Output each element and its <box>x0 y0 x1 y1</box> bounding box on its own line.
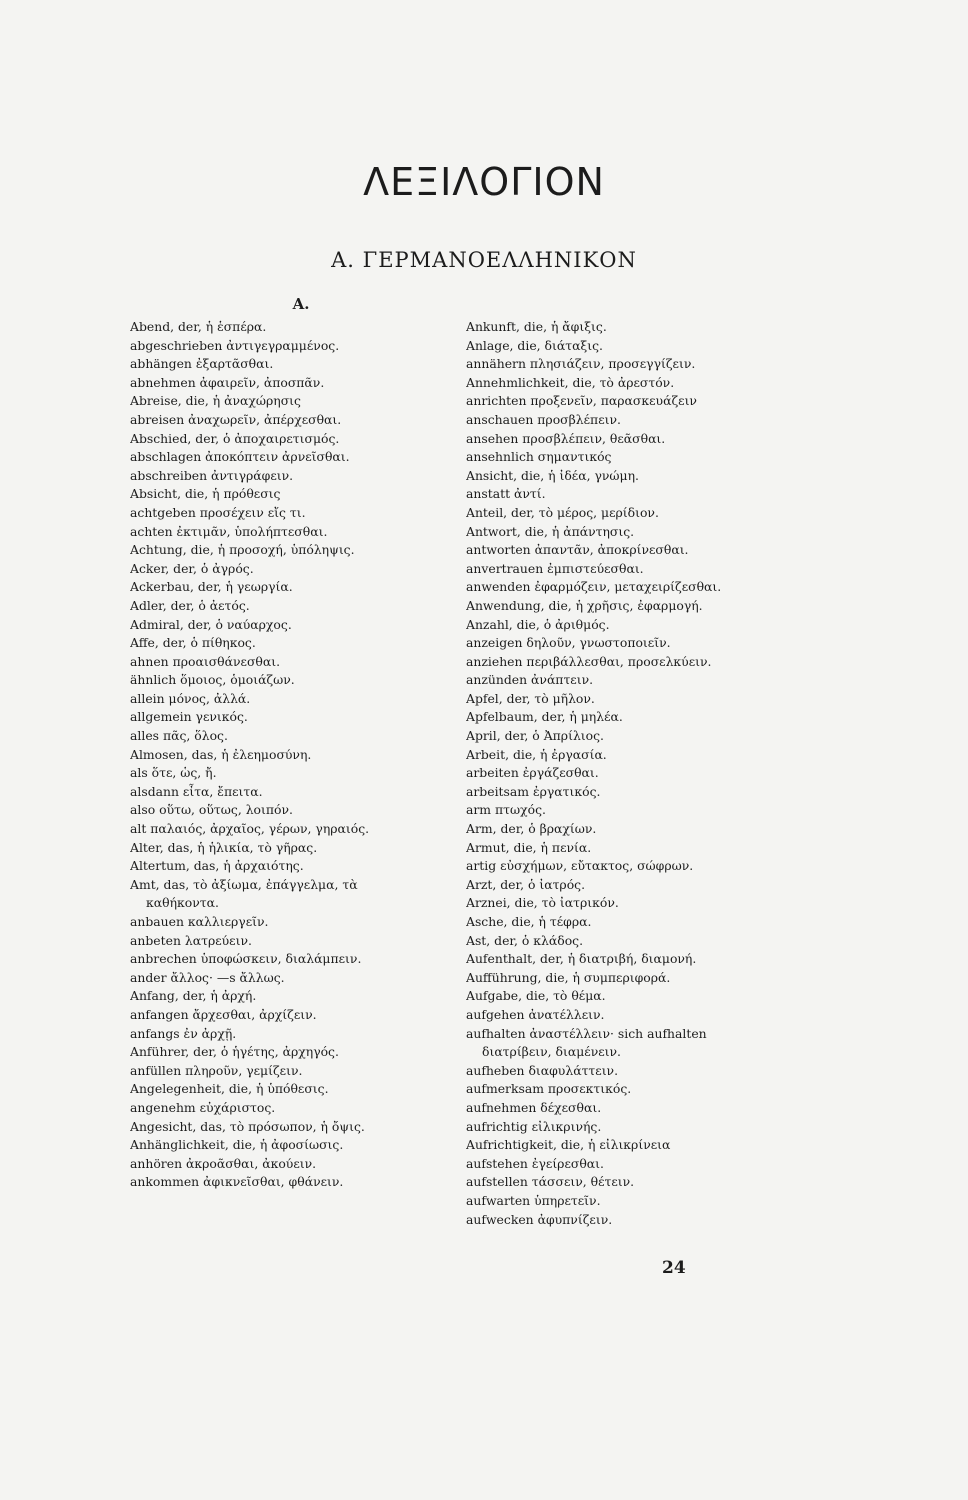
dictionary-entry: abgeschrieben ἀντιγεγραμμένος. <box>130 337 340 353</box>
dictionary-entry: aufheben διαφυλάττειν. <box>466 1062 619 1078</box>
dictionary-entry: Anfang, der, ἡ ἀρχή. <box>130 988 257 1004</box>
dictionary-entry: καθήκοντα. <box>146 895 219 911</box>
dictionary-entry: arm πτωχός. <box>466 802 546 818</box>
dictionary-entry: διατρίβειν, διαμένειν. <box>482 1044 621 1060</box>
dictionary-entry: Aufgabe, die, τὸ θέμα. <box>466 988 606 1004</box>
dictionary-entry: achten ἐκτιμᾶν, ὑπολήπτεσθαι. <box>130 523 328 539</box>
dictionary-entry: April, der, ὁ Ἀπρίλιος. <box>466 728 604 744</box>
dictionary-entry: alsdann εἶτα, ἔπειτα. <box>130 783 263 799</box>
dictionary-entry: Acker, der, ὁ ἀγρός. <box>130 560 254 576</box>
dictionary-entry: anfangs ἐν ἀρχῇ. <box>130 1025 237 1041</box>
dictionary-entry: annähern πλησιάζειν, προσεγγίζειν. <box>466 356 696 372</box>
dictionary-entry: anbeten λατρεύειν. <box>130 932 252 948</box>
section-letter-spacer <box>480 290 796 318</box>
dictionary-entry: aufstellen τάσσειν, θέτειν. <box>466 1174 635 1190</box>
dictionary-entry: ander ἄλλος· —s ἄλλως. <box>130 969 285 985</box>
dictionary-entry: anziehen περιβάλλεσθαι, προσελκύειν. <box>466 653 712 669</box>
dictionary-entry: Abend, der, ἡ ἑσπέρα. <box>130 319 267 334</box>
right-column <box>466 290 796 1229</box>
dictionary-entry: Arznei, die, τὸ ἰατρικόν. <box>466 895 619 911</box>
dictionary-entry: ankommen ἀφικνεῖσθαι, φθάνειν. <box>130 1174 344 1190</box>
dictionary-entry: Arm, der, ὁ βραχίων. <box>466 821 597 837</box>
dictionary-entry: anfüllen πληροῦν, γεμίζειν. <box>130 1062 303 1078</box>
dictionary-entry: Abschied, der, ὁ ἀποχαιρετισμός. <box>130 430 340 446</box>
dictionary-entry: anbrechen ὑποφώσκειν, διαλάμπειν. <box>130 951 362 967</box>
dictionary-entry: Antwort, die, ἡ ἀπάντησις. <box>466 523 635 539</box>
dictionary-entry: aufrichtig εἰλικρινής. <box>466 1118 602 1134</box>
dictionary-entry: anwenden ἐφαρμόζειν, μεταχειρίζεσθαι. <box>466 579 722 595</box>
dictionary-entry: Anzahl, die, ὁ ἀριθμός. <box>466 616 610 632</box>
section-subtitle: Α. ΓΕΡΜΑΝΟΕΛΛΗΝΙΚΟΝ <box>331 248 637 272</box>
dictionary-entry: Ast, der, ὁ κλάδος. <box>466 932 584 948</box>
dictionary-entry: achtgeben προσέχειν εἴς τι. <box>130 504 306 520</box>
page-number: 24 <box>662 1258 686 1278</box>
dictionary-entry: alles πᾶς, ὅλος. <box>130 728 228 744</box>
dictionary-entry: anzeigen δηλοῦν, γνωστοποιεῖν. <box>466 635 671 651</box>
dictionary-entry: arbeiten ἐργάζεσθαι. <box>466 765 599 781</box>
dictionary-entry: antworten ἀπαντᾶν, ἀποκρίνεσθαι. <box>466 542 689 558</box>
dictionary-entry: als ὅτε, ὡς, ἤ. <box>130 765 217 781</box>
dictionary-entry: Asche, die, ἡ τέφρα. <box>466 914 592 929</box>
dictionary-entry: aufgehen ἀνατέλλειν. <box>466 1006 605 1022</box>
dictionary-entry: ansehen προσβλέπειν, θεᾶσθαι. <box>466 430 666 446</box>
dictionary-entry: anschauen προσβλέπειν. <box>466 411 621 427</box>
dictionary-entry: abschlagen ἀποκόπτειν ἀρνεῖσθαι. <box>130 449 350 465</box>
dictionary-entry: Apfelbaum, der, ἡ μηλέα. <box>466 709 623 725</box>
dictionary-entry: allgemein γενικός. <box>130 709 248 725</box>
dictionary-entry: Armut, die, ἡ πενία. <box>466 839 592 855</box>
dictionary-entry: Anlage, die, διάταξις. <box>466 337 603 353</box>
dictionary-entry: anfangen ἄρχεσθαι, ἀρχίζειν. <box>130 1006 317 1022</box>
dictionary-entry: anstatt ἀντί. <box>466 486 546 502</box>
dictionary-entry: alt παλαιός, ἀρχαῖος, γέρων, γηραιός. <box>130 821 370 837</box>
dictionary-entry: Ackerbau, der, ἡ γεωργία. <box>130 579 293 595</box>
dictionary-entry: abhängen ἐξαρτᾶσθαι. <box>130 356 274 372</box>
dictionary-entry: artig εὐσχήμων, εὔτακτος, σώφρων. <box>466 858 694 874</box>
dictionary-entry: Abreise, die, ἡ ἀναχώρησις <box>130 393 301 409</box>
dictionary-entry: anrichten προξενεῖν, παρασκευάζειν <box>466 393 697 409</box>
dictionary-entry: Anteil, der, τὸ μέρος, μερίδιον. <box>466 504 659 520</box>
dictionary-entry: Aufrichtigkeit, die, ἡ εἰλικρίνεια <box>466 1137 671 1153</box>
dictionary-entry: aufstehen ἐγείρεσθαι. <box>466 1155 604 1171</box>
dictionary-entry: aufwecken ἀφυπνίζειν. <box>466 1211 613 1227</box>
dictionary-entry: aufnehmen δέχεσθαι. <box>466 1099 602 1115</box>
dictionary-entry: Angelegenheit, die, ἡ ὑπόθεσις. <box>130 1081 329 1097</box>
section-letter: A. <box>292 295 310 313</box>
dictionary-entry: aufhalten ἀναστέλλειν· sich aufhalten <box>466 1025 707 1041</box>
dictionary-entry: anhören ἀκροᾶσθαι, ἀκούειν. <box>130 1155 317 1171</box>
dictionary-entry: Affe, der, ὁ πίθηκος. <box>130 635 256 651</box>
dictionary-entry: Anhänglichkeit, die, ἡ ἀφοσίωσις. <box>130 1137 344 1153</box>
dictionary-entry: Aufenthalt, der, ἡ διατριβή, διαμονή. <box>466 951 697 967</box>
dictionary-entry: abreisen ἀναχωρεῖν, ἀπέρχεσθαι. <box>130 411 342 427</box>
dictionary-entry: Anwendung, die, ἡ χρῆσις, ἐφαρμογή. <box>466 597 703 613</box>
dictionary-entry: abnehmen ἀφαιρεῖν, ἀποσπᾶν. <box>130 374 325 390</box>
dictionary-entry: Ansicht, die, ἡ ἰδέα, γνώμη. <box>466 467 639 483</box>
dictionary-entry: anvertrauen ἐμπιστεύεσθαι. <box>466 560 644 576</box>
dictionary-entry: Adler, der, ὁ ἀετός. <box>130 597 250 613</box>
dictionary-entry: Altertum, das, ἡ ἀρχαιότης. <box>130 858 304 874</box>
dictionary-entry: aufwarten ὑπηρετεῖν. <box>466 1192 601 1208</box>
dictionary-entry: allein μόνος, ἀλλά. <box>130 690 251 706</box>
dictionary-entry: Aufführung, die, ἡ συμπεριφορά. <box>466 969 671 985</box>
dictionary-entry: Admiral, der, ὁ ναύαρχος. <box>130 616 292 632</box>
dictionary-entry: ansehnlich σημαντικός <box>466 449 612 465</box>
dictionary-entry: Amt, das, τὸ ἀξίωμα, ἐπάγγελμα, τὰ <box>130 876 358 892</box>
dictionary-entry: also οὕτω, οὕτως, λοιπόν. <box>130 802 293 818</box>
dictionary-entry: aufmerksam προσεκτικός. <box>466 1081 632 1097</box>
dictionary-entry: Angesicht, das, τὸ πρόσωπον, ἡ ὄψις. <box>130 1118 365 1134</box>
dictionary-entry: Achtung, die, ἡ προσοχή, ὑπόληψις. <box>130 542 355 558</box>
dictionary-entry: arbeitsam ἐργατικός. <box>466 783 601 799</box>
page-title: ΛΕΞΙΛΟΓΙΟΝ <box>363 160 605 204</box>
dictionary-entry: Arzt, der, ὁ ἰατρός. <box>466 876 586 892</box>
dictionary-entry: anzünden ἀνάπτειν. <box>466 672 594 688</box>
dictionary-entry: Apfel, der, τὸ μῆλον. <box>466 690 595 706</box>
dictionary-entry: Anführer, der, ὁ ἡγέτης, ἀρχηγός. <box>130 1044 339 1060</box>
dictionary-entry: Alter, das, ἡ ἡλικία, τὸ γῆρας. <box>130 839 318 855</box>
dictionary-entry: ähnlich ὅμοιος, ὁμοιάζων. <box>130 672 295 688</box>
dictionary-entry: Absicht, die, ἡ πρόθεσις <box>130 486 281 502</box>
dictionary-entry: abschreiben ἀντιγράφειν. <box>130 467 294 483</box>
left-column <box>130 290 458 1192</box>
dictionary-entry: angenehm εὐχάριστος. <box>130 1099 276 1115</box>
dictionary-entry: Annehmlichkeit, die, τὸ ἀρεστόν. <box>466 374 675 390</box>
dictionary-entry: ahnen προαισθάνεσθαι. <box>130 653 281 669</box>
dictionary-entry: anbauen καλλιεργεῖν. <box>130 914 269 929</box>
dictionary-entry: Ankunft, die, ἡ ἄφιξις. <box>466 319 607 334</box>
dictionary-entry: Almosen, das, ἡ ἐλεημοσύνη. <box>130 746 312 762</box>
dictionary-entry: Arbeit, die, ἡ ἐργασία. <box>466 746 607 762</box>
